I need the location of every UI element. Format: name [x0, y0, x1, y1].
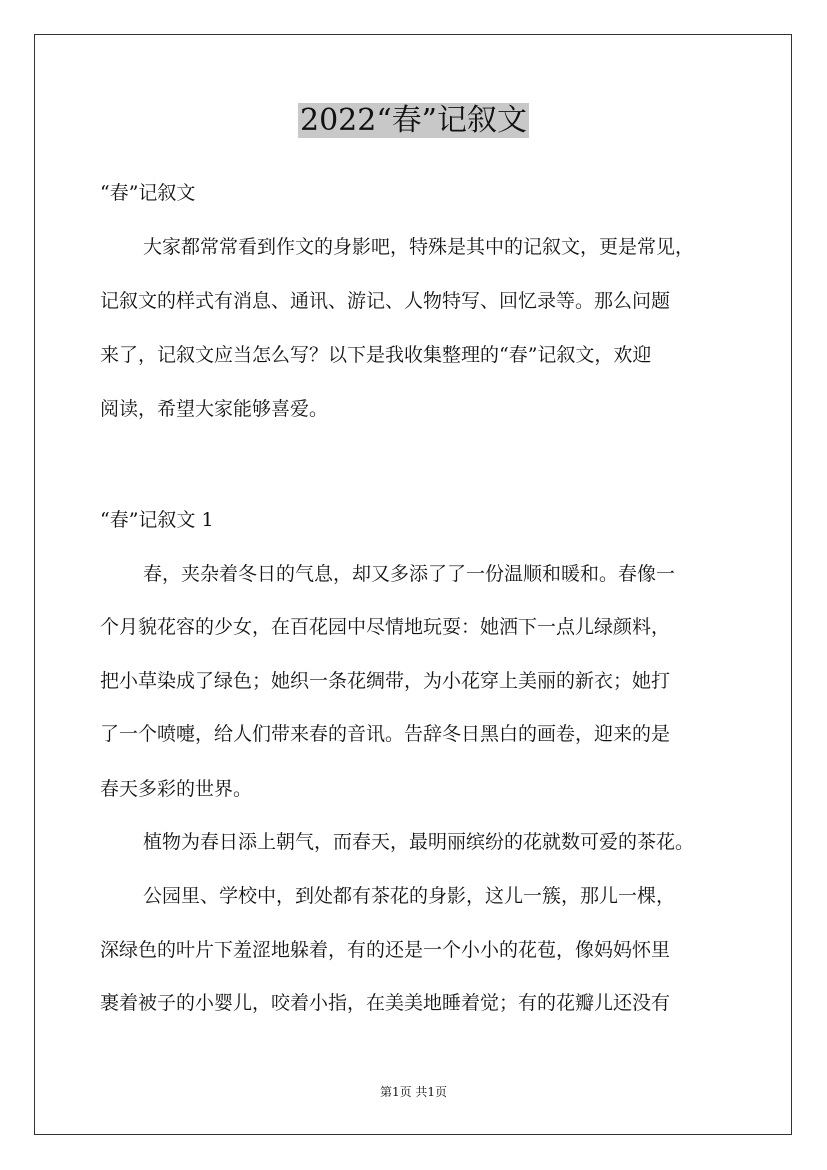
paragraph-line: 把小草染成了绿色；她织一条花绸带，为小花穿上美丽的新衣；她打 — [100, 670, 671, 692]
paragraph-line: 春天多彩的世界。 — [100, 778, 253, 800]
document-title — [0, 100, 827, 142]
paragraph-line: 裹着被子的小婴儿，咬着小指，在美美地睡着觉；有的花瓣儿还没有 — [100, 992, 671, 1014]
paragraph-line: 阅读，希望大家能够喜爱。 — [100, 398, 329, 420]
paragraph-line: 来了，记叙文应当怎么写？以下是我收集整理的“春”记叙文，欢迎 — [100, 344, 652, 366]
paragraph-line: 植物为春日添上朝气，而春天，最明丽缤纷的花就数可爱的茶花。 — [143, 831, 695, 853]
paragraph-line: 了一个喷嚏，给人们带来春的音讯。告辞冬日黑白的画卷，迎来的是 — [100, 723, 671, 745]
paragraph-line: 春，夹杂着冬日的气息，却又多添了了一份温顺和暖和。春像一 — [143, 563, 676, 585]
paragraph-line: 大家都常常看到作文的身影吧，特殊是其中的记叙文，更是常见， — [143, 236, 695, 258]
section-heading: “春”记叙文 1 — [100, 509, 214, 531]
paragraph-line: 深绿色的叶片下羞涩地躲着，有的还是一个小小的花苞，像妈妈怀里 — [100, 939, 671, 961]
paragraph-line: 个月貌花容的少女，在百花园中尽情地玩耍：她洒下一点儿绿颜料， — [100, 616, 671, 638]
document-title-text: 2022“春”记叙文 — [299, 103, 528, 138]
paragraph-line: 记叙文的样式有消息、通讯、游记、人物特写、回忆录等。那么问题 — [100, 290, 671, 312]
section-heading: “春”记叙文 — [100, 182, 196, 204]
paragraph-line: 公园里、学校中，到处都有茶花的身影，这儿一簇，那儿一棵， — [143, 885, 676, 907]
page-footer: 第1页 共1页 — [379, 1085, 448, 1099]
